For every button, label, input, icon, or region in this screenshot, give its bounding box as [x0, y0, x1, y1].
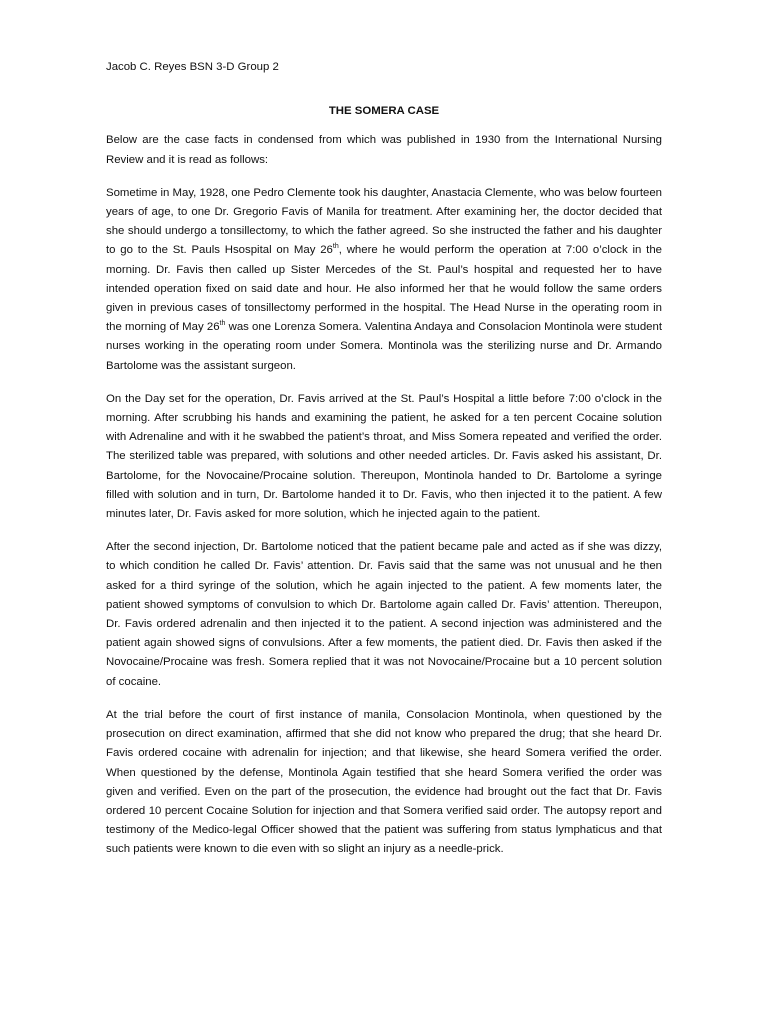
second-injection-paragraph: After the second injection, Dr. Bartolome noticed that the patient became pale and acted as if she was dizzy, to which condition he called Dr. Favis’ attention. Dr. Favis said that the same was not unusual and he then asked for a third syringe of the solution, which he again injected to the patient. A few moments later, the patient showed symptoms of convulsion to which Dr. Bartolome again called Dr. Favis’ attention. Thereupon, Dr. Favis ordered adrenalin and then injected it to the patient. A second injection was administered and the patient again showed signs of convulsions. After a few moments, the patient died. Dr. Favis then asked if the Novocaine/Procaine was fresh. Somera replied that it was not Novocaine/Procaine but a 10 percent solution of cocaine. — [106, 541, 662, 688]
operation-day-paragraph: On the Day set for the operation, Dr. Favis arrived at the St. Paul’s Hospital a little before 7:00 o’clock in the morning. After scrubbing his hands and examining the patient, he asked for a ten percent Cocaine solution with Adrenaline and with it he swabbed the patient’s throat, and Miss Somera repeated and verified the order. The sterilized table was prepared, with solutions and other needed articles. Dr. Favis asked his assistant, Dr. Bartolome, for the Novocaine/Procaine solution. Thereupon, Montinola handed to Dr. Bartolome a syringe filled with solution and in turn, Dr. Bartolome handed it to Dr. Favis, who then injected it to the patient. A few minutes later, Dr. Favis asked for more solution, which he injected again to the patient. — [106, 392, 662, 521]
trial-paragraph: At the trial before the court of first instance of manila, Consolacion Montinola, when questioned by the prosecution on direct examination, affirmed that she did not know who prepared the drug; that she heard Dr. Favis ordered cocaine with adrenalin for injection; and that likewise, she heard Somera verified the order. When questioned by the defense, Montinola Again testified that she heard Somera verified the order was given and verified. Even on the part of the prosecution, the evidence had brought out the fact that Dr. Favis ordered 10 percent Cocaine Solution for injection and that Somera verified said order. The autopsy report and testimony of the Medico-legal Officer showed that the patient was suffering from status lymphaticus and that such patients were known to die even with so slight an injury as a needle-prick. — [106, 708, 662, 856]
case-facts-text-b: , where he would perform the operation at 7:00 o’clock in the morning. Dr. Favis then called up Sister Mercedes of the St. Paul’s hospital and requested her to have intended operation fixed on said date and hour. He also informed her that he would follow the same orders given in previous cases of tonsillectomy performed in the hospital. The Head Nurse in the operating room in the morning of May 26 — [106, 244, 662, 334]
intro-paragraph: Below are the case facts in condensed from which was published in 1930 from the International Nursing Review and it is read as follows: — [106, 134, 662, 166]
ordinal-suffix: th — [332, 243, 339, 251]
case-facts-text-a: Sometime in May, 1928, one Pedro Clemente took his daughter, Anastacia Clemente, who was below fourteen years of age, to one Dr. Gregorio Favis of Manila for treatment. After examining her, the doctor decided that she should undergo a tonsillectomy, to which the father agreed. So she instructed the father and his daughter to go to the St. Pauls Hsospital on May 26 — [106, 186, 662, 257]
ordinal-suffix: th — [219, 320, 226, 328]
case-facts-text-c: was one Lorenza Somera. Valentina Andaya and Consolacion Montinola were student nurses working in the operating room under Somera. Montinola was the sterilizing nurse and Dr. Armando Bartolome was the assistant surgeon. — [106, 321, 662, 372]
case-facts-paragraph — [106, 184, 662, 376]
author-line: Jacob C. Reyes BSN 3-D Group 2 — [106, 61, 279, 73]
page-title: THE SOMERA CASE — [328, 105, 440, 118]
